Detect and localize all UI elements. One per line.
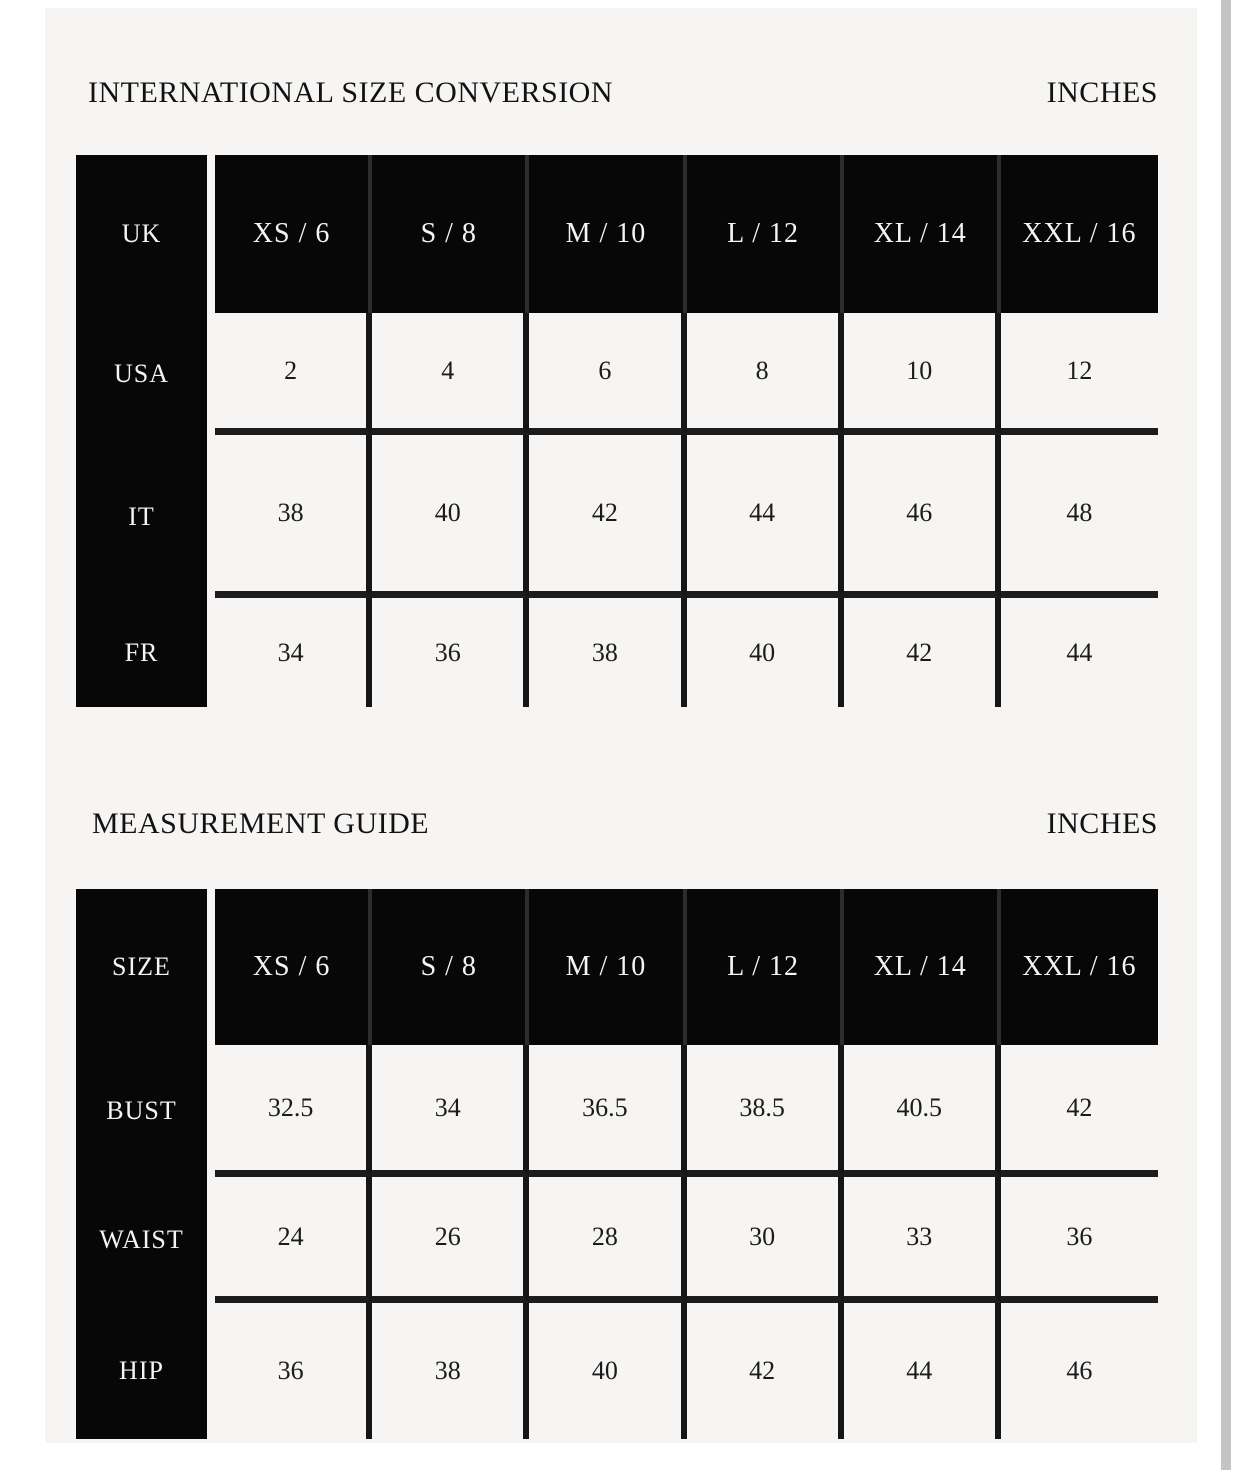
table2-row-label-hip: HIP [76, 1303, 207, 1439]
table1-cell: 8 [687, 313, 844, 435]
size-conversion-title: INTERNATIONAL SIZE CONVERSION [88, 76, 614, 109]
table2-cell: 36 [1001, 1177, 1158, 1303]
table2-cell: 32.5 [215, 1045, 372, 1177]
table2-cell: 42 [687, 1303, 844, 1439]
table2-cell: 36 [215, 1303, 372, 1439]
table1-col-header-xs: XS / 6 [215, 155, 372, 313]
size-conversion-unit-label: INCHES [1046, 76, 1158, 109]
table2-row-label-waist: WAIST [76, 1177, 207, 1303]
table2-col-header-xl: XL / 14 [844, 889, 1001, 1045]
table1-cell: 2 [215, 313, 372, 435]
table2-cell: 34 [372, 1045, 529, 1177]
table1-cell: 38 [215, 435, 372, 598]
table1-cell: 36 [372, 598, 529, 707]
international-size-conversion-table [76, 155, 1158, 707]
table1-row-label-fr: FR [76, 598, 207, 707]
content-panel [45, 8, 1197, 1443]
table1-cell: 38 [529, 598, 686, 707]
table1-cell: 44 [1066, 637, 1093, 667]
table1-col-header-s: S / 8 [372, 155, 529, 313]
table2-cell: 26 [372, 1177, 529, 1303]
table2-cell: 42 [1001, 1045, 1158, 1177]
table2-col-header-s: S / 8 [372, 889, 529, 1045]
table1-row-label-usa: USA [76, 313, 207, 435]
table1-col-header-xxl: XXL / 16 [1001, 155, 1158, 313]
table2-cell: 33 [844, 1177, 1001, 1303]
table2-corner-label: SIZE [76, 889, 207, 1045]
table2-cell: 44 [844, 1303, 1001, 1439]
table2-cell: 40 [529, 1303, 686, 1439]
table1-cell: 42 [529, 435, 686, 598]
table2-cell: 28 [529, 1177, 686, 1303]
table2-cell: 36.5 [529, 1045, 686, 1177]
table1-row-label-it: IT [76, 435, 207, 598]
table1-cell: 46 [844, 435, 1001, 598]
table2-col-header-m: M / 10 [529, 889, 686, 1045]
table1-cell: 6 [529, 313, 686, 435]
scrollbar-track [1197, 0, 1242, 1470]
table1-col-header-l: L / 12 [687, 155, 844, 313]
table1-cell: 4 [372, 313, 529, 435]
table1-col-header-xl: XL / 14 [844, 155, 1001, 313]
table1-cell: 44 [687, 435, 844, 598]
table2-cell: 38 [372, 1303, 529, 1439]
table1-cell: 48 [1001, 435, 1158, 598]
scrollbar-thumb[interactable] [1221, 0, 1231, 1470]
table2-cell: 46 [1066, 1356, 1093, 1385]
table2-col-header-l: L / 12 [687, 889, 844, 1045]
table1-cell: 42 [844, 598, 1001, 707]
table1-cell: 12 [1001, 313, 1158, 435]
table1-cell: 40 [687, 598, 844, 707]
table2-col-header-xs: XS / 6 [215, 889, 372, 1045]
measurement-guide-table [76, 889, 1158, 1439]
table1-corner-label: UK [76, 155, 207, 313]
table2-row-label-bust: BUST [76, 1045, 207, 1177]
table1-cell: 34 [215, 598, 372, 707]
table2-col-header-xxl: XXL / 16 [1001, 889, 1158, 1045]
table1-cell: 40 [372, 435, 529, 598]
table2-cell: 38.5 [687, 1045, 844, 1177]
measurement-guide-unit-label: INCHES [1046, 807, 1158, 840]
table2-cell: 24 [215, 1177, 372, 1303]
table2-cell: 30 [687, 1177, 844, 1303]
table2-cell: 40.5 [844, 1045, 1001, 1177]
table1-cell: 10 [844, 313, 1001, 435]
measurement-guide-title: MEASUREMENT GUIDE [92, 807, 430, 840]
table1-col-header-m: M / 10 [529, 155, 686, 313]
